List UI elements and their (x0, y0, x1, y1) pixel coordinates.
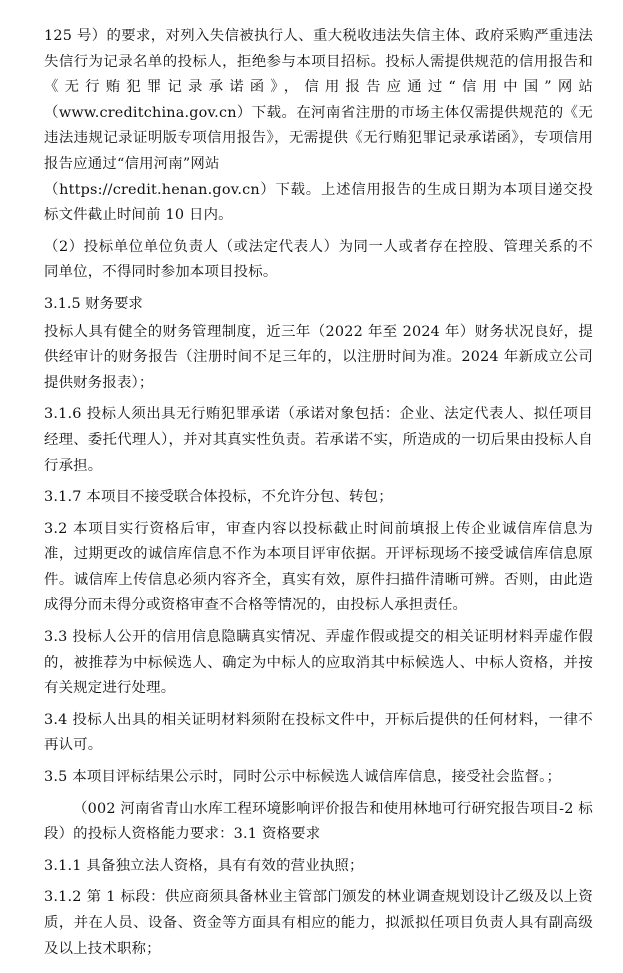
heading-financial-requirements: 3.1.5 财务要求 (44, 295, 143, 312)
paragraph-lot-2-qualifications: （002 河南省青山水库工程环境影响评价报告和使用林地可行研究报告项目-2 标段）的投标人资格能力要求：3.1 资格要求 (44, 800, 593, 843)
paragraph-lot-1-forestry-qualification: 3.1.2 第 1 标段：供应商须具备林业主管部门颁发的林业调查规划设计乙级及以上资质，并在人员、设备、资金等方面具有相应的能力，拟派拟任项目负责人具有副高级及以上技术职称； (44, 889, 593, 957)
paragraph-financial-details: 投标人具有健全的财务管理制度，近三年（2022 年至 2024 年）财务状况良好，提供经审计的财务报告（注册时间不足三年的，以注册时间为准。2024 年新成立公司提供财务报表）； (44, 323, 593, 391)
paragraph-falsified-information: 3.3 投标人公开的信用信息隐瞒真实情况、弄虚作假或提交的相关证明材料弄虚作假的，被推荐为中标候选人、确定为中标人的应取消其中标候选人、中标人资格，并按有关规定进行处理。 (44, 629, 593, 697)
paragraph-result-publicity: 3.5 本项目评标结果公示时，同时公示中标候选人诚信库信息，接受社会监督。； (44, 769, 562, 786)
paragraph-no-bribery-commitment: 3.1.6 投标人须出具无行贿犯罪承诺（承诺对象包括：企业、法定代表人、拟任项目经理、委托代理人），并对其真实性负责。若承诺不实，所造成的一切后果由投标人自行承担。 (44, 406, 593, 474)
paragraph-no-consortium: 3.1.7 本项目不接受联合体投标，不允许分包、转包； (44, 489, 393, 506)
paragraph-independent-legal-entity: 3.1.1 具备独立法人资格，具有有效的营业执照； (44, 857, 364, 874)
paragraph-credit-report-date: （https://credit.henan.gov.cn）下载。上述信用报告的生成日期为本项目递交投标文件截止时间前 10 日内。 (44, 181, 593, 224)
paragraph-same-legal-rep: （2）投标单位单位负责人（或法定代表人）为同一人或者存在控股、管理关系的不同单位，不得同时参加本项目投标。 (44, 238, 593, 281)
paragraph-post-qualification: 3.2 本项目实行资格后审，审查内容以投标截止时间前填报上传企业诚信库信息为准，过期更改的诚信库信息不作为本项目评审依据。开评标现场不接受诚信库信息原件。诚信库上传信息必须内容齐全，真实有效，原件扫描件清晰可辨。否则，由此造成得分而未得分或资格审查不合格等情况的，由投标人承担责任。 (44, 520, 593, 614)
paragraph-supporting-materials: 3.4 投标人出具的相关证明材料须附在投标文件中，开标后提供的任何材料，一律不再认可。 (44, 711, 593, 754)
paragraph-credit-requirements: 125 号）的要求，对列入失信被执行人、重大税收违法失信主体、政府采购严重违法失信行为记录名单的投标人，拒绝参与本项目招标。投标人需提供规范的信用报告和《无行贿犯罪记录承诺函》，信用报告应通过“信用中国”网站（www.creditchina.gov.cn）下载。在河南省注册的市场主体仅需提供规范的《无违法违规记录证明版专项信用报告》，无需提供《无行贿犯罪记录承诺函》，专项信用报告应通过“信用河南”网站 (44, 28, 593, 172)
